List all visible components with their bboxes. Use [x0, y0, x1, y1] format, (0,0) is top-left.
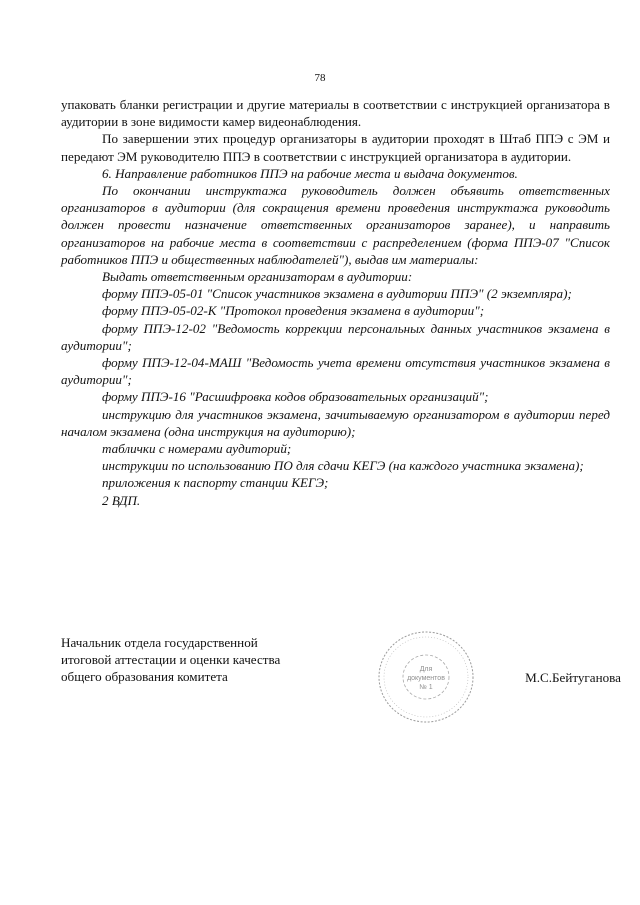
signatory-title-line: итоговой аттестации и оценки качества	[61, 652, 281, 668]
body-paragraph: инструкцию для участников экзамена, зачитываемую организатором в аудитории перед началом экзамена (одна инструкция на аудиторию);	[61, 406, 610, 439]
body-paragraph: инструкции по использованию ПО для сдачи КЕГЭ (на каждого участника экзамена);	[102, 458, 584, 474]
signatory-title	[61, 634, 280, 686]
body-paragraph: Выдать ответственным организаторам в аудитории:	[102, 269, 413, 285]
stamp-text-line: Для	[419, 666, 433, 673]
signatory-title-line: общего образования комитета	[61, 669, 228, 685]
body-paragraph: форму ППЭ-12-02 "Ведомость коррекции персональных данных участников экзамена в аудитории";	[61, 320, 610, 353]
body-paragraph: форму ППЭ-12-04-МАШ "Ведомость учета времени отсутствия участников экзамена в аудитории";	[61, 355, 610, 388]
page-number: 78	[314, 72, 326, 84]
body-paragraph: форму ППЭ-05-01 "Список участников экзамена в аудитории ППЭ" (2 экземпляра);	[102, 286, 572, 302]
stamp-text-line: № 1	[419, 684, 433, 691]
body-paragraph: упаковать бланки регистрации и другие материалы в соответствии с инструкцией организатора в аудитории в зоне видимости камер видеонаблюдения.	[61, 97, 610, 130]
body-paragraph: По завершении этих процедур организаторы в аудитории проходят в Штаб ППЭ с ЭМ и передают ЭМ руководителю ППЭ в соответствии с инструкцией организатора в аудитории.	[61, 131, 610, 164]
body-paragraph: таблички с номерами аудиторий;	[102, 441, 292, 457]
body-paragraph: форму ППЭ-05-02-К "Протокол проведения экзамена в аудитории";	[102, 303, 485, 319]
body-paragraph: По окончании инструктажа руководитель должен объявить ответственных организаторов в аудитории (для сокращения времени проведения инструктажа руководить должен провести назначение ответственных организаторов заранее), и направить организаторов на рабочие места в соответствии с распределением (форма ППЭ-07 "Список работников ППЭ и общественных наблюдателей"), выдав им материалы:	[61, 183, 610, 267]
official-stamp	[374, 627, 479, 727]
signature-block	[61, 627, 621, 727]
body-paragraph: 6. Направление работников ППЭ на рабочие места и выдача документов.	[102, 165, 518, 181]
body-paragraph: форму ППЭ-16 "Расшифровка кодов образовательных организаций";	[102, 389, 489, 405]
body-paragraph: 2 ВДП.	[102, 492, 141, 508]
signatory-title-line: Начальник отдела государственной	[61, 635, 258, 650]
signatory-name: М.С.Бейтуганова	[525, 670, 621, 685]
body-paragraph: приложения к паспорту станции КЕГЭ;	[102, 475, 329, 491]
stamp-text-line: документов	[407, 675, 445, 682]
document-body	[61, 96, 610, 509]
